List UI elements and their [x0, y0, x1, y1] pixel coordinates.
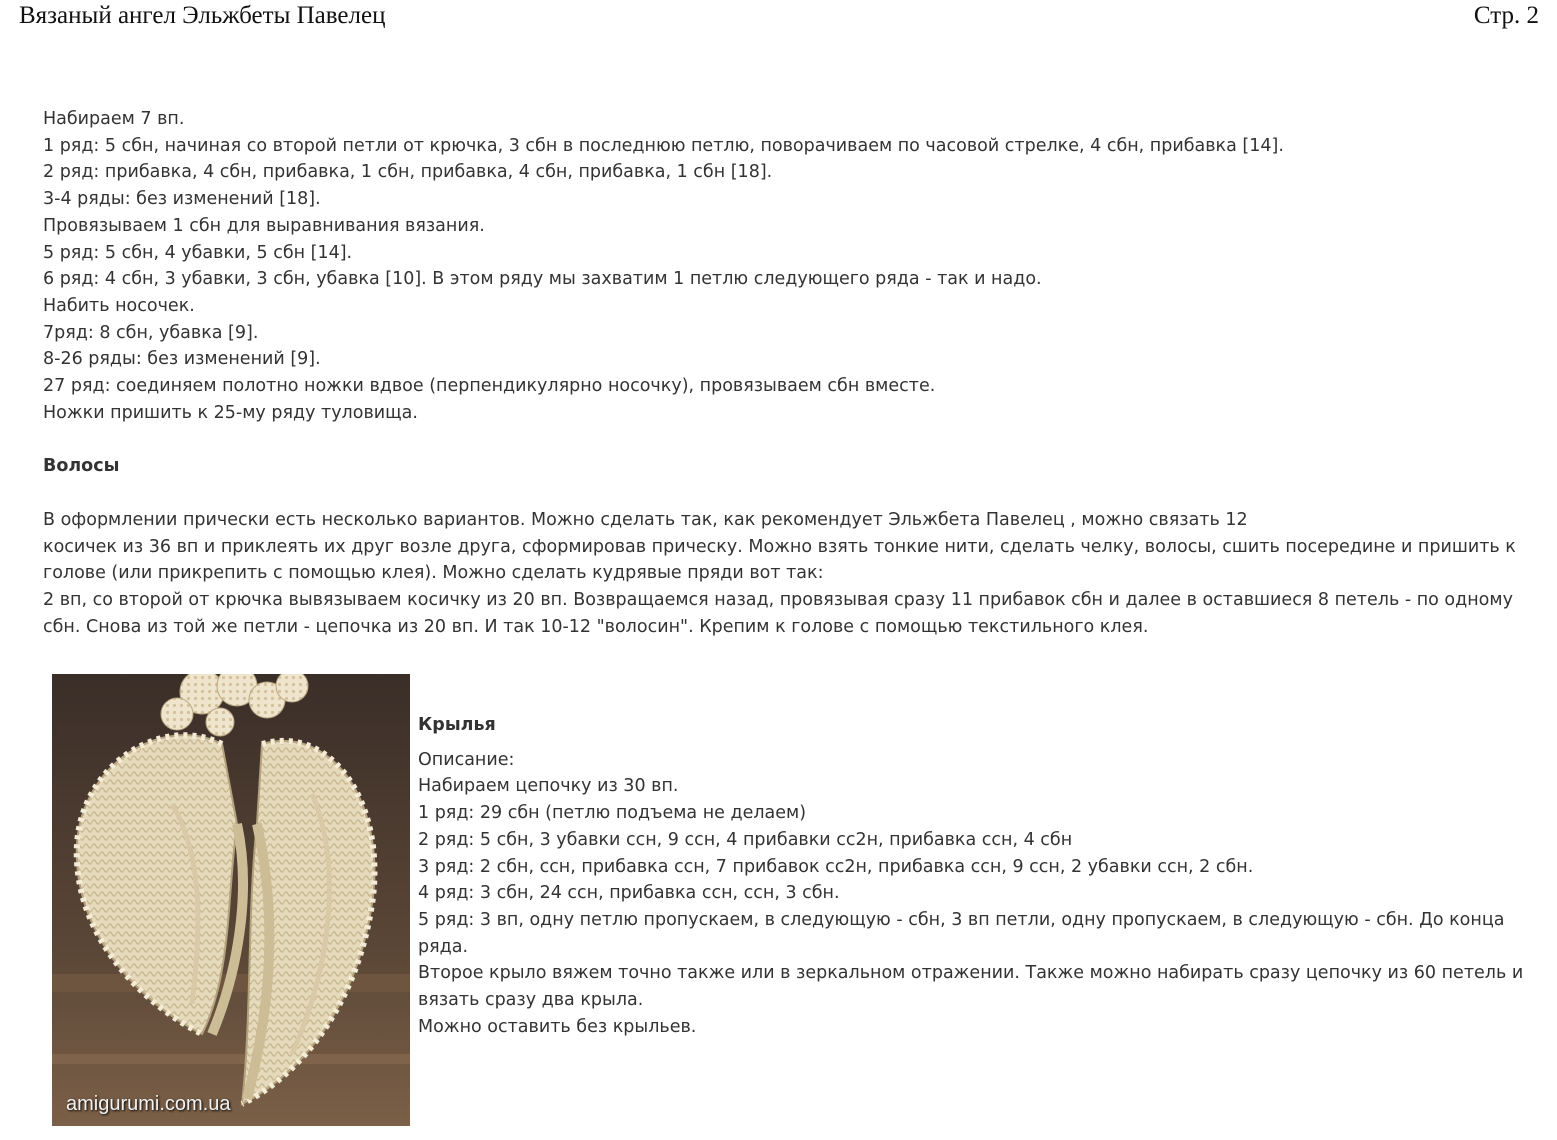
- spacer: [418, 739, 1538, 747]
- text-line: 4 ряд: 3 сбн, 24 ссн, прибавка ссн, ссн, 3 сбн.: [418, 883, 840, 904]
- text-line: 8-26 ряды: без изменений [9].: [43, 349, 321, 370]
- text-line: В оформлении прически есть несколько вариантов. Можно сделать так, как рекомендует Эльжбета Павелец , можно связать 12: [43, 510, 1248, 530]
- text-line: 1 ряд: 29 сбн (петлю подъема не делаем): [418, 803, 807, 824]
- text-line: 27 ряд: соединяем полотно ножки вдвое (перпендикулярно носочку), провязываем сбн вместе.: [43, 376, 936, 397]
- section-heading: Крылья: [418, 715, 496, 735]
- text-line: Набираем цепочку из 30 вп.: [418, 776, 679, 797]
- section-heading: Волосы: [43, 456, 120, 476]
- hair-section: [43, 507, 1543, 641]
- wings-section: [418, 712, 1538, 1040]
- text-line: Второе крыло вяжем точно также или в зеркальном отражении. Также можно набирать сразу цепочку из 60 петель и вязать сразу два крыла.: [418, 963, 1524, 1011]
- text-line: косичек из 36 вп и приклеять их друг возле друга, сформировав прическу. Можно взять тонкие нити, сделать челку, волосы, сшить посередине и пришить к: [43, 536, 1516, 557]
- text-line: 3-4 ряды: без изменений [18].: [43, 189, 321, 210]
- text-line: Провязываем 1 сбн для выравнивания вязания.: [43, 215, 485, 236]
- text-line: 6 ряд: 4 сбн, 3 убавки, 3 сбн, убавка [10]. В этом ряду мы захватим 1 петлю следующего ряда - так и надо.: [43, 269, 1042, 290]
- page-header-title: Вязаный ангел Эльжбеты Павелец: [19, 2, 386, 29]
- text-line: 7ряд: 8 сбн, убавка [9].: [43, 322, 259, 343]
- text-line: голове (или прикрепить с помощью клея). Можно сделать кудрявые пряди вот так:: [43, 563, 824, 584]
- text-line: Набираем 7 вп.: [43, 109, 185, 129]
- text-line: Можно оставить без крыльев.: [418, 1016, 697, 1037]
- photo-watermark: amigurumi.com.ua: [66, 1093, 231, 1115]
- page-number: Стр. 2: [1473, 2, 1539, 29]
- legs-section: [43, 106, 1543, 426]
- hair-heading: [43, 453, 1543, 480]
- text-line: 3 ряд: 2 сбн, ссн, прибавка ссн, 7 прибавок сс2н, прибавка ссн, 9 ссн, 2 убавки ссн, 2 сбн.: [418, 856, 1254, 877]
- text-line: 2 вп, со второй от крючка вывязываем косичку из 20 вп. Возвращаемся назад, провязывая сразу 11 прибавок сбн и далее в оставшиеся 8 петель - по одному: [43, 590, 1513, 611]
- text-line: Набить носочек.: [43, 295, 195, 316]
- text-line: 1 ряд: 5 сбн, начиная со второй петли от крючка, 3 сбн в последнюю петлю, поворачиваем по часовой стрелке, 4 сбн, прибавка [14].: [43, 135, 1284, 156]
- text-line: 5 ряд: 3 вп, одну петлю пропускаем, в следующую - сбн, 3 вп петли, одну пропускаем, в следующую - сбн. До конца ряда.: [418, 909, 1505, 957]
- wings-illustration: [52, 674, 410, 1126]
- text-line: Описание:: [418, 749, 515, 770]
- text-line: 5 ряд: 5 сбн, 4 убавки, 5 сбн [14].: [43, 242, 353, 263]
- text-line: сбн. Снова из той же петли - цепочка из 20 вп. И так 10-12 "волосин". Крепим к голове с помощью текстильного клея.: [43, 616, 1149, 637]
- text-line: Ножки пришить к 25-му ряду туловища.: [43, 402, 418, 423]
- text-line: 2 ряд: прибавка, 4 сбн, прибавка, 1 сбн, прибавка, 4 сбн, прибавка, 1 сбн [18].: [43, 162, 773, 183]
- text-line: 2 ряд: 5 сбн, 3 убавки ссн, 9 ссн, 4 прибавки сс2н, прибавка ссн, 4 сбн: [418, 829, 1073, 850]
- wings-photo: [52, 674, 410, 1126]
